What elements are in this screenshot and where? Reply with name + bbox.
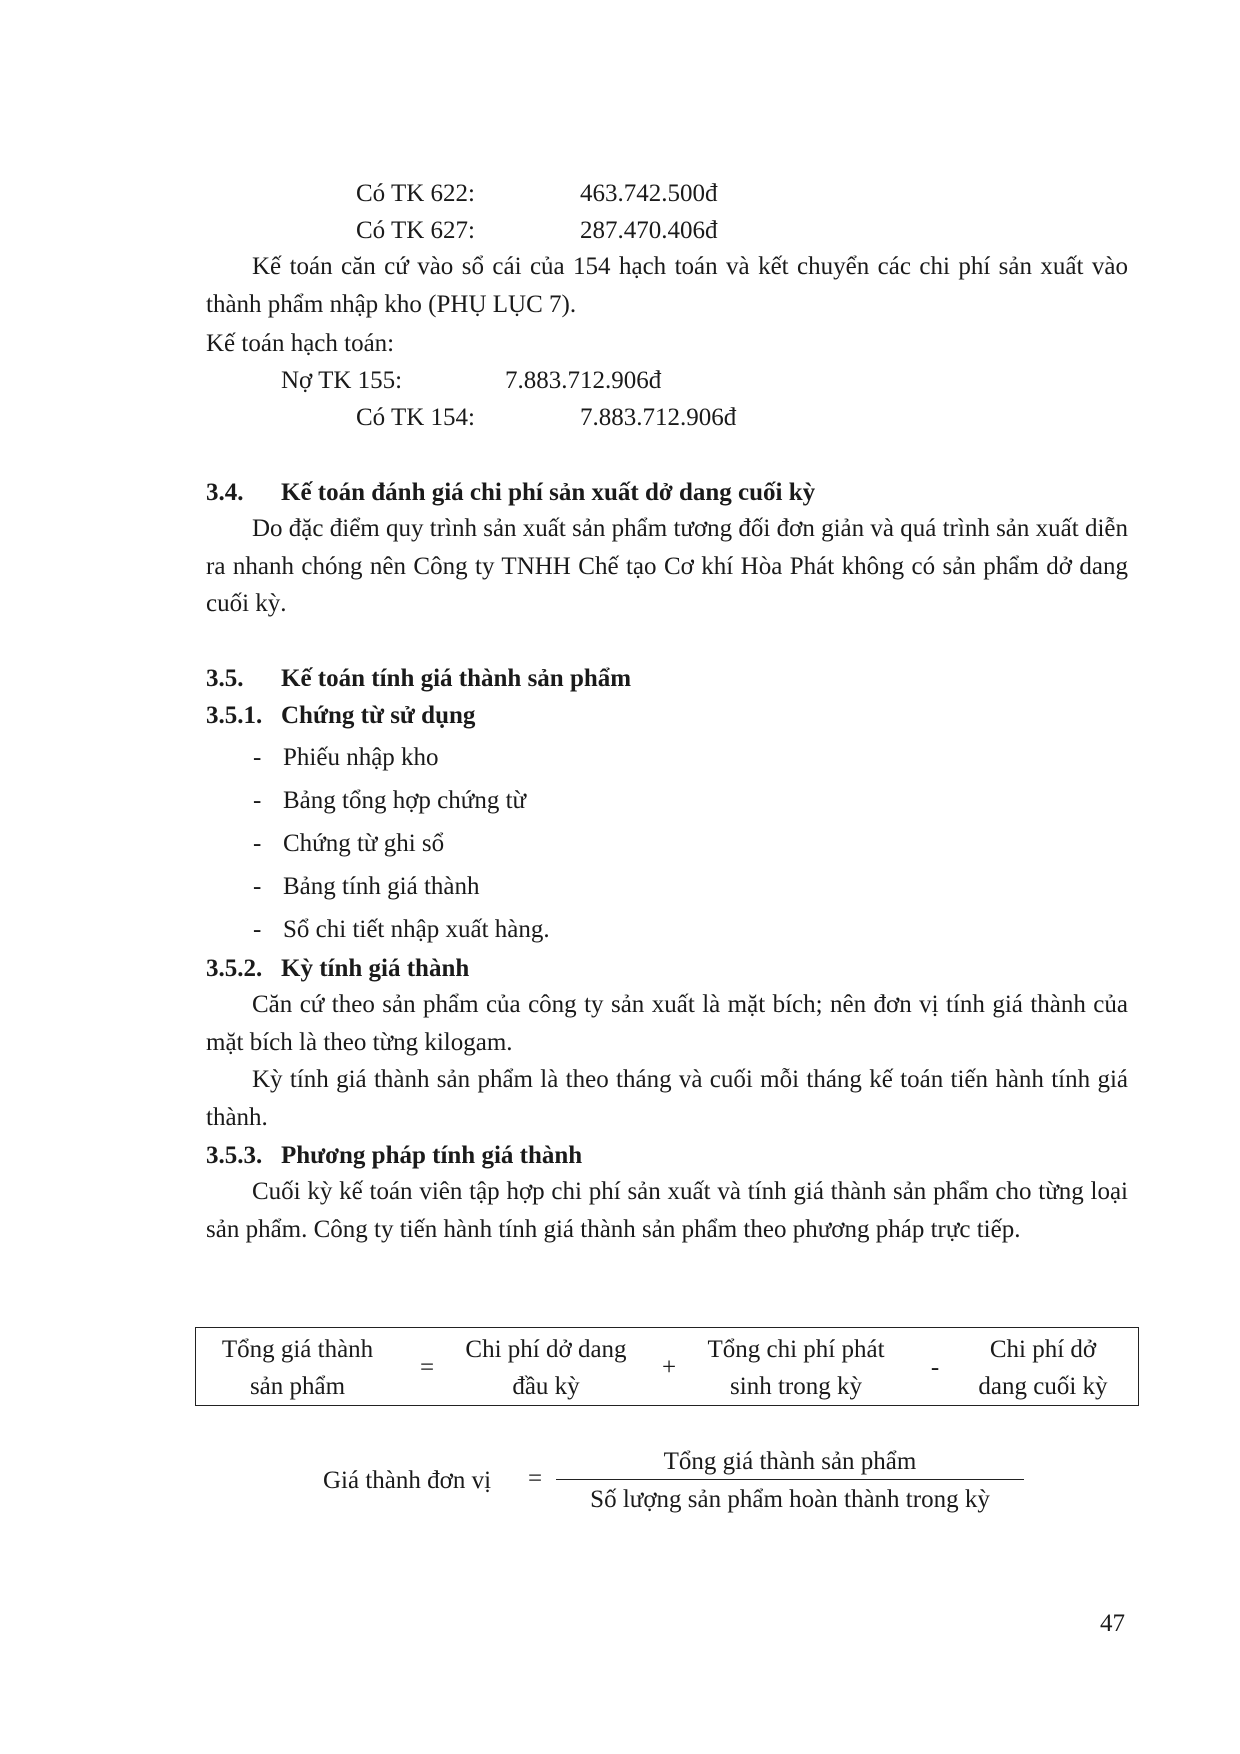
section-3-4-title: Kế toán đánh giá chi phí sản xuất dở dang cuối kỳ <box>281 479 816 506</box>
section-3-5-3-title: Phương pháp tính giá thành <box>281 1142 583 1169</box>
fraction-line <box>556 1479 1024 1480</box>
list-item: Phiếu nhập kho <box>283 744 439 771</box>
formula-plus: + <box>661 1353 677 1381</box>
formula-minus: - <box>930 1353 940 1381</box>
formula-term-closing-wip: Chi phí dở dang cuối kỳ <box>978 1335 1108 1400</box>
formula-unit-cost-numerator: Tổng giá thành sản phẩm <box>663 1448 917 1475</box>
section-3-4-number: 3.4. <box>206 479 244 506</box>
entry-debit-155-value: 7.883.712.906đ <box>505 367 662 394</box>
formula-unit-cost-equals: = <box>528 1465 543 1492</box>
bullet-dash: - <box>253 830 262 857</box>
section-3-5-1-number: 3.5.1. <box>206 702 263 729</box>
formula-term-incurred-cost: Tổng chi phí phát sinh trong kỳ <box>707 1335 885 1400</box>
paragraph-3-5-2b: Kỳ tính giá thành sản phẩm là theo tháng và cuối mỗi tháng kế toán tiến hành tính giá thành. <box>206 1066 1128 1131</box>
section-3-5-2-number: 3.5.2. <box>206 955 263 982</box>
formula-unit-cost-denominator: Số lượng sản phẩm hoàn thành trong kỳ <box>590 1486 990 1513</box>
entry-credit-622-value: 463.742.500đ <box>580 180 718 207</box>
bullet-dash: - <box>253 787 262 814</box>
entry-credit-627-label: Có TK 627: <box>356 217 475 244</box>
list-item: Bảng tổng hợp chứng từ <box>283 787 527 814</box>
list-item: Bảng tính giá thành <box>283 873 480 900</box>
section-3-5-2-title: Kỳ tính giá thành <box>281 955 470 982</box>
page-number: 47 <box>1100 1610 1125 1637</box>
list-item: Sổ chi tiết nhập xuất hàng. <box>283 916 550 943</box>
section-3-5-1-title: Chứng từ sử dụng <box>281 702 476 729</box>
entry-credit-627-value: 287.470.406đ <box>580 217 718 244</box>
entry-debit-155-label: Nợ TK 155: <box>281 367 403 394</box>
formula-equals: = <box>419 1353 435 1381</box>
posting-intro: Kế toán hạch toán: <box>206 330 395 357</box>
formula-term-total-cost: Tổng giá thành sản phẩm <box>221 1335 374 1400</box>
section-3-5-3-number: 3.5.3. <box>206 1142 263 1169</box>
section-3-5-title: Kế toán tính giá thành sản phẩm <box>281 665 632 692</box>
formula-term-opening-wip: Chi phí dở dang đầu kỳ <box>465 1335 627 1400</box>
bullet-dash: - <box>253 744 262 771</box>
formula-unit-cost-left: Giá thành đơn vị <box>323 1467 492 1494</box>
entry-credit-154-label: Có TK 154: <box>356 404 475 431</box>
paragraph-3-5-3: Cuối kỳ kế toán viên tập hợp chi phí sản xuất và tính giá thành sản phẩm cho từng loại sản phẩm. Công ty tiến hành tính giá thành sản phẩm theo phương pháp trực tiếp. <box>206 1178 1128 1243</box>
list-item: Chứng từ ghi sổ <box>283 830 445 857</box>
section-3-5-number: 3.5. <box>206 665 244 692</box>
entry-credit-622-label: Có TK 622: <box>356 180 475 207</box>
paragraph-3-5-2a: Căn cứ theo sản phẩm của công ty sản xuất là mặt bích; nên đơn vị tính giá thành của mặt bích là theo từng kilogam. <box>206 991 1128 1056</box>
bullet-dash: - <box>253 916 262 943</box>
paragraph-transfer: Kế toán căn cứ vào sổ cái của 154 hạch toán và kết chuyển các chi phí sản xuất vào thành phẩm nhập kho (PHỤ LỤC 7). <box>206 253 1128 318</box>
formula-total-cost <box>195 1327 1139 1406</box>
bullet-dash: - <box>253 873 262 900</box>
paragraph-3-4: Do đặc điểm quy trình sản xuất sản phẩm tương đối đơn giản và quá trình sản xuất diễn ra nhanh chóng nên Công ty TNHH Chế tạo Cơ khí Hòa Phát không có sản phẩm dở dang cuối kỳ. <box>206 515 1128 617</box>
entry-credit-154-value: 7.883.712.906đ <box>580 404 737 431</box>
